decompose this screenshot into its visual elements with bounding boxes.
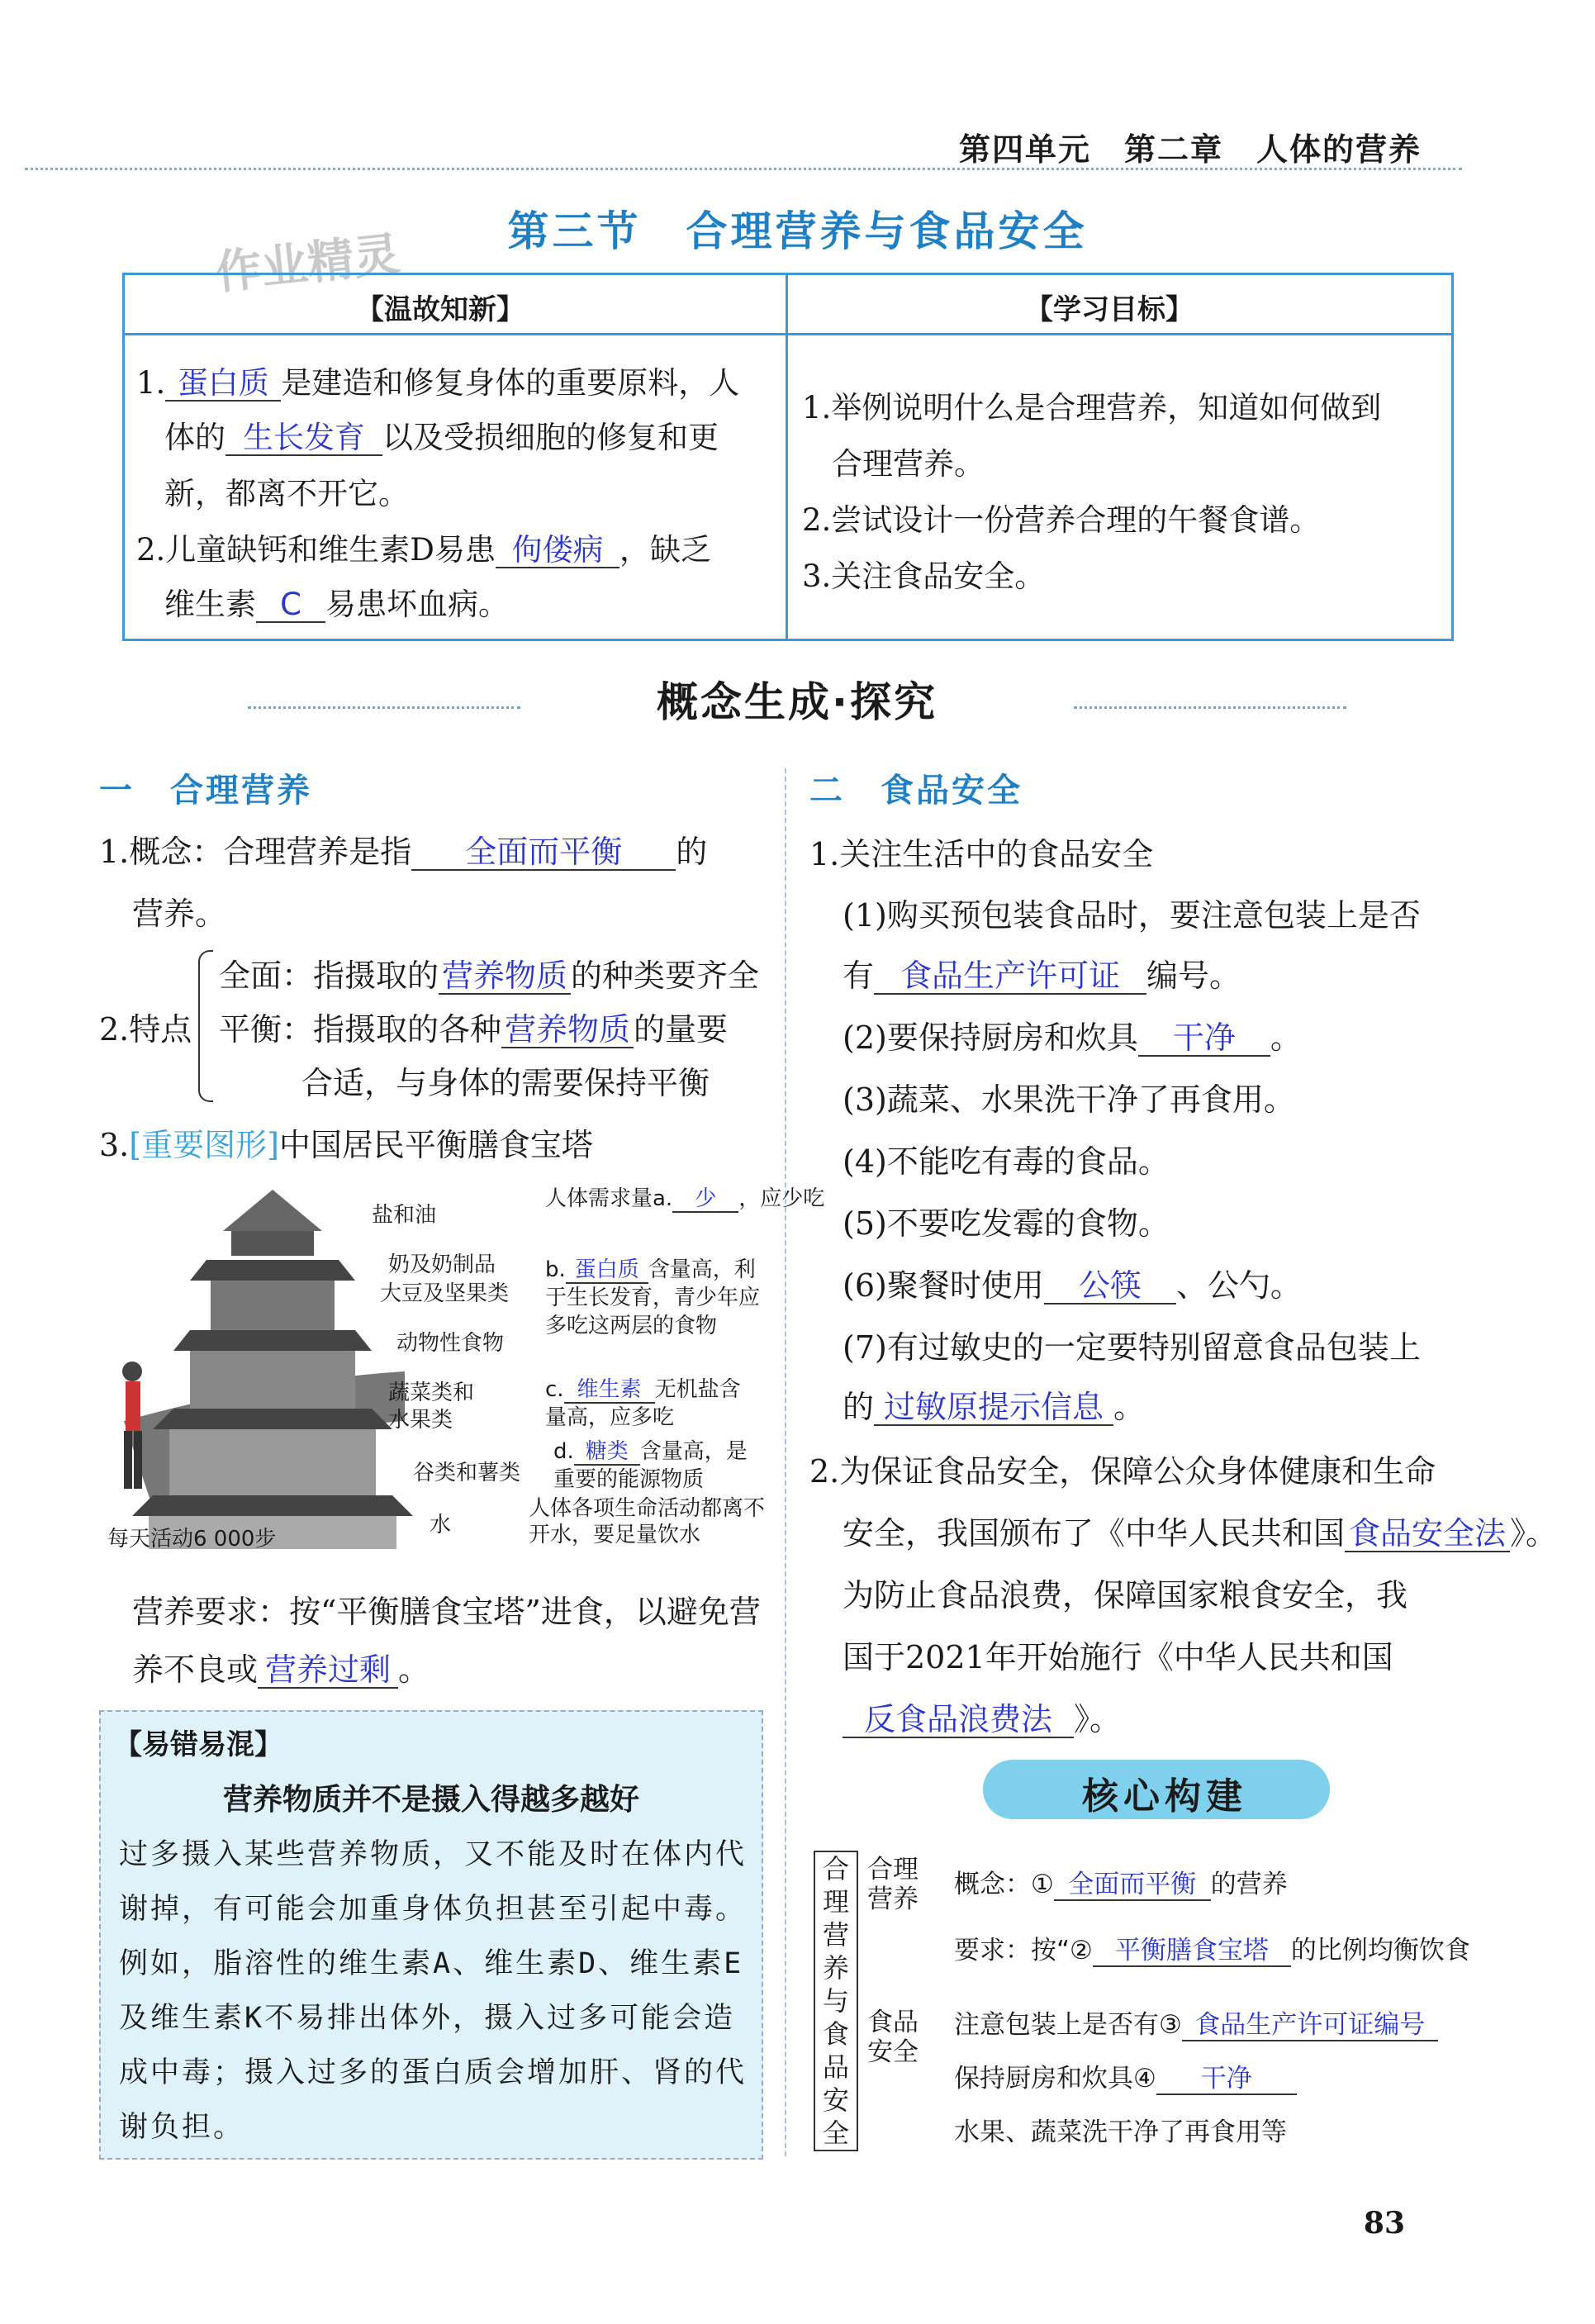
water-note: 人体各项生命活动都离不开水，要足量饮水 xyxy=(529,1496,766,1547)
law-line-3: 为防止食品浪费，保障国家粮食安全，我 xyxy=(843,1577,1408,1613)
goal-3: 3.关注食品安全。 xyxy=(802,558,1046,594)
law-line-4: 国于2021年开始施行《中华人民共和国 xyxy=(843,1639,1393,1675)
goal-1: 1.举例说明什么是合理营养，知道如何做到 xyxy=(802,390,1382,425)
steps-label: 每天活动6 000步 xyxy=(107,1527,277,1552)
food-pyramid-figure xyxy=(107,1165,825,1553)
meat-label: 动物性食物 xyxy=(396,1331,505,1356)
section-title: 第三节 合理营养与食品安全 xyxy=(507,207,1088,255)
review-header: 【温故知新】 xyxy=(356,293,525,326)
water-label: 水 xyxy=(430,1513,452,1537)
review-line-2: 体的 生长发育 以及受损细胞的修复和更 xyxy=(164,420,719,455)
veg-label: 蔬菜类和 xyxy=(388,1381,475,1405)
beans-label: 大豆及坚果类 xyxy=(380,1281,510,1306)
safety-item-5: (5)不要吃发霉的食物。 xyxy=(843,1205,1170,1242)
review-line-1: 1. 蛋白质 是建造和修复身体的重要原料，人 xyxy=(136,365,740,401)
mindmap-concept: 概念：① 全面而平衡 的营养 xyxy=(954,1870,1288,1899)
page-number: 83 xyxy=(1363,2206,1405,2241)
mindmap-kitchen: 保持厨房和炊具④ 干净 xyxy=(954,2057,1297,2095)
grain-label: 谷类和薯类 xyxy=(413,1461,521,1485)
goals-header: 【学习目标】 xyxy=(1025,293,1194,326)
pyramid-heading: 3.[重要图形]中国居民平衡膳食宝塔 xyxy=(99,1127,593,1163)
column-divider xyxy=(785,768,786,2156)
salt-oil-label: 盐和油 xyxy=(372,1203,437,1228)
right-section-heading: 二 食品安全 xyxy=(809,772,1023,810)
mindmap-packaging: 注意包装上是否有③ 食品生产许可证编号 xyxy=(954,2003,1438,2041)
feature-balance-cont: 合适，与身体的需要保持平衡 xyxy=(301,1065,710,1101)
feature-comprehensive: 全面：指摄取的 营养物质 的种类要齐全 xyxy=(219,958,760,994)
safety-item-1-cont: 有 食品生产许可证 编号。 xyxy=(843,958,1241,994)
law-line-2: 安全，我国颁布了《中华人民共和国 食品安全法 》。 xyxy=(843,1515,1558,1552)
concept-line-cont: 营养。 xyxy=(132,896,227,932)
tip-heading: 【易错易混】 xyxy=(114,1728,282,1761)
goal-1-cont: 合理营养。 xyxy=(832,446,985,482)
review-goals-table xyxy=(122,273,1454,641)
feature-label: 2.特点 xyxy=(99,1011,192,1048)
safety-item-3: (3)蔬菜、水果洗干净了再食用。 xyxy=(843,1081,1295,1118)
mindmap-requirement: 要求：按“② 平衡膳食宝塔 的比例均衡饮食 xyxy=(954,1936,1470,1965)
goal-2: 2.尝试设计一份营养合理的午餐食谱。 xyxy=(802,502,1321,538)
milk-label: 奶及奶制品 xyxy=(388,1252,496,1277)
left-section-heading: 一 合理营养 xyxy=(99,772,312,810)
safety-item-2: (2)要保持厨房和炊具 干净 。 xyxy=(843,1019,1302,1056)
mindmap-branch-nutrition: 合理营养 xyxy=(867,1855,919,1914)
feature-brace xyxy=(198,950,213,1102)
header-divider xyxy=(25,168,1462,170)
law-line-5: 反食品浪费法 》。 xyxy=(843,1694,1121,1739)
mindmap-root: 合 理 营 养 与 食 品 安 全 xyxy=(814,1851,858,2151)
pyramid-a: 人体需求量a. 少 ，应少吃 xyxy=(545,1186,825,1211)
safety-heading: 1.关注生活中的食品安全 xyxy=(809,836,1154,872)
nutrition-requirement-cont: 养不良或 营养过剩 。 xyxy=(132,1652,430,1688)
safety-item-4: (4)不能吃有毒的食品。 xyxy=(843,1143,1170,1180)
review-line-3: 新，都离不开它。 xyxy=(164,476,409,511)
core-banner: 核心构建 xyxy=(983,1760,1330,1819)
concept-line: 1.概念：合理营养是指 全面而平衡 的 xyxy=(99,834,708,870)
pyramid-d: d. 糖类 含量高，是重要的能源物质 xyxy=(553,1439,748,1492)
safety-item-7: (7)有过敏史的一定要特别留意食品包装上 xyxy=(843,1329,1421,1366)
safety-item-6: (6)聚餐时使用 公筷 、公勺。 xyxy=(843,1267,1302,1304)
feature-balance: 平衡：指摄取的各种 营养物质 的量要 xyxy=(219,1011,729,1048)
pyramid-b: b. 蛋白质 含量高，利于生长发育，青少年应多吃这两层的食物 xyxy=(545,1257,761,1338)
law-line-1: 2.为保证食品安全，保障公众身体健康和生命 xyxy=(809,1453,1436,1490)
watermark: 作业精灵 xyxy=(212,227,403,301)
concept-banner: 概念生成·探究 xyxy=(657,678,938,726)
fruit-label: 水果类 xyxy=(388,1408,453,1433)
review-line-5: 维生素 C 易患坏血病。 xyxy=(164,587,509,622)
nutrition-requirement: 营养要求：按“平衡膳食宝塔”进食，以避免营 xyxy=(132,1594,761,1630)
common-mistakes-box xyxy=(99,1710,763,2160)
tip-body: 过多摄入某些营养物质，又不能及时在体内代谢掉，有可能会加重身体负担甚至引起中毒。例如，脂溶性的维生素A、维生素D、维生素E及维生素K不易排出体外，摄入过多可能会造成中毒；摄入过多的蛋白质会增加肝、肾的代谢负担。 xyxy=(119,1838,748,2144)
mindmap-branch-safety: 食品安全 xyxy=(867,2008,919,2067)
mindmap-wash: 水果、蔬菜洗干净了再食用等 xyxy=(954,2117,1287,2147)
safety-item-7-cont: 的 过敏原提示信息 。 xyxy=(843,1389,1146,1425)
chapter-header: 第四单元 第二章 人体的营养 xyxy=(958,131,1422,168)
review-line-4: 2.儿童缺钙和维生素D易患 佝偻病 ，缺乏 xyxy=(136,532,711,568)
safety-item-1: (1)购买预包装食品时，要注意包装上是否 xyxy=(843,897,1421,934)
pyramid-c: c. 维生素 无机盐含量高，应多吃 xyxy=(545,1377,741,1430)
tip-title: 营养物质并不是摄入得越多越好 xyxy=(222,1783,639,1817)
